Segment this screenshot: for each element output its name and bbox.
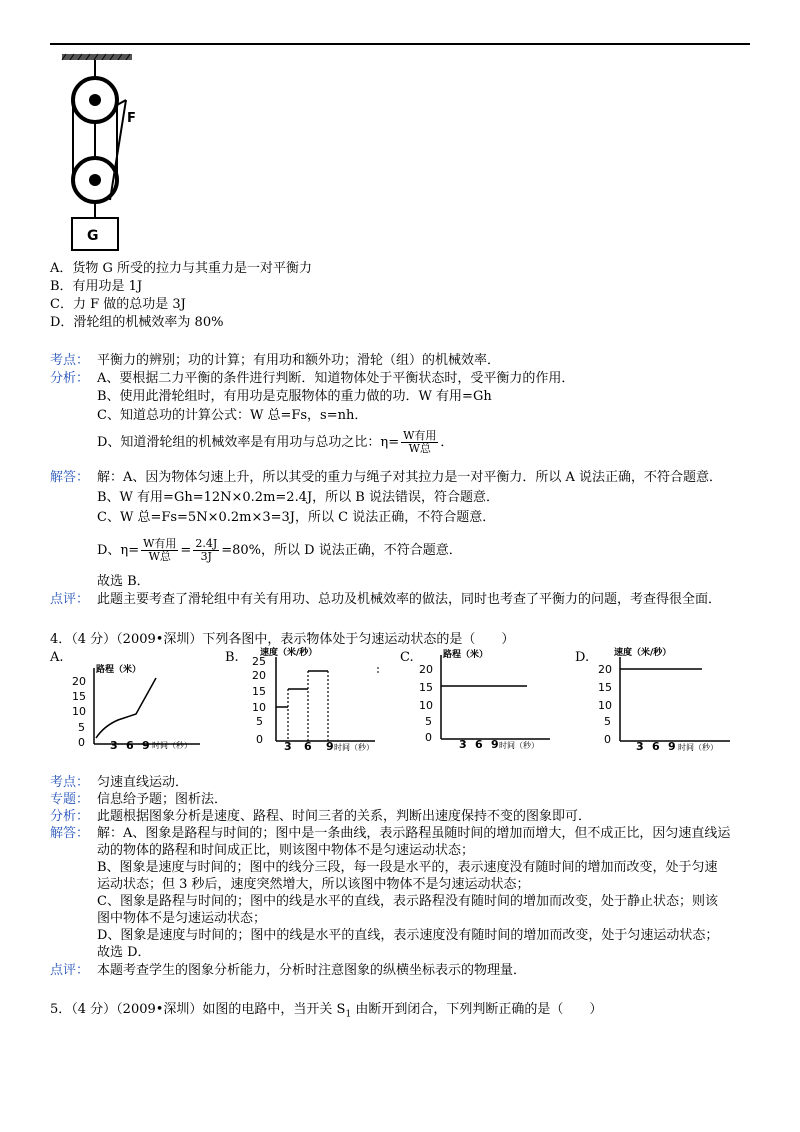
graph-b	[240, 645, 390, 755]
svg-text:0: 0	[425, 731, 432, 744]
q3-option-b: B．有用功是 1J	[50, 279, 143, 294]
svg-text:3: 3	[636, 740, 644, 753]
svg-text:时间（秒）: 时间（秒）	[152, 741, 192, 750]
q3-dianping-text: 此题主要考查了滑轮组中有关有用功、总功及机械效率的做法，同时也考查了平衡力的问题，考查得很全面．	[97, 592, 722, 607]
efficiency-fraction: $\frac{\text{W有用}}{\text{W总}}$	[403, 429, 437, 455]
svg-text:9: 9	[142, 739, 150, 752]
graph-a	[60, 662, 210, 754]
graph-d	[590, 645, 740, 755]
svg-text:速度（米/秒）: 速度（米/秒）	[614, 648, 672, 658]
svg-text:20: 20	[72, 675, 86, 688]
svg-text:25: 25	[252, 655, 266, 668]
q4-kaodian-text: 匀速直线运动．	[97, 775, 189, 790]
q3-kaodian-text: 平衡力的辨别；功的计算；有用功和额外功；滑轮（组）的机械效率．	[97, 353, 501, 368]
q3-option-d: D．滑轮组的机械效率为 80%	[50, 315, 224, 330]
q3-option-a: A．货物 G 所受的拉力与其重力是一对平衡力	[50, 261, 313, 276]
svg-text:时间（秒）: 时间（秒）	[499, 741, 539, 750]
q3-fenxi-label: 分析：	[50, 371, 90, 386]
svg-text:3: 3	[459, 738, 467, 751]
q4-stem: 4．（4 分）（2009•深圳）下列各图中，表示物体处于匀速运动状态的是（ ）	[50, 632, 515, 647]
pulley-system-figure	[60, 50, 140, 255]
graph-a-letter: A.	[50, 650, 64, 665]
q4-jieda-line: C、图象是路程与时间的；图中的线是水平的直线，表示路程没有随时间的增加而改变，处于静止状态；则该	[97, 894, 718, 909]
svg-text:15: 15	[252, 685, 266, 698]
q4-jieda-line: D、图象是速度与时间的；图中的线是水平的直线，表示速度没有随时间的增加而改变，处于匀速运动状态；	[97, 928, 719, 943]
svg-text:6: 6	[126, 739, 134, 752]
svg-text:15: 15	[419, 681, 433, 694]
q3-kaodian-label: 考点：	[50, 353, 90, 368]
svg-text:5: 5	[78, 721, 85, 734]
svg-text:9: 9	[491, 738, 499, 751]
q4-kaodian-label: 考点：	[50, 775, 90, 790]
q4-fenxi-text: 此题根据图象分析是速度、路程、时间三者的关系，判断出速度保持不变的图象即可．	[97, 809, 592, 824]
page-top-rule	[50, 43, 750, 45]
force-f-label: F	[127, 111, 136, 126]
q3-fenxi-line: B、使用此滑轮组时，有用功是克服物体的重力做的功．W 有用=Gh	[97, 389, 492, 404]
svg-text:时间（秒）: 时间（秒）	[334, 743, 374, 752]
q3-option-c: C．力 F 做的总功是 3J	[50, 297, 186, 312]
graph-d-letter: D.	[575, 650, 590, 665]
svg-text:0: 0	[78, 736, 85, 749]
svg-text:10: 10	[72, 705, 86, 718]
q4-jieda-line: 解：A、图象是路程与时间的；图中是一条曲线，表示路程虽随时间的增加而增大，但不成正比，因匀速直线运	[97, 826, 731, 841]
graph-c-letter: C.	[400, 650, 414, 665]
q3-fenxi-line: A、要根据二力平衡的条件进行判断．知道物体处于平衡状态时，受平衡力的作用．	[97, 371, 575, 386]
q3-jieda-line-efficiency: D、η= $\frac{\text{W有用}}{\text{W总}}$ = $\frac{2.4J}{3J}$ =80%，所以 D 说法正确，不符合题意．	[97, 537, 462, 563]
svg-text:15: 15	[598, 681, 612, 694]
graph-b-letter: B.	[225, 650, 239, 665]
svg-text:路程（米）: 路程（米）	[96, 665, 142, 675]
svg-text:15: 15	[72, 690, 86, 703]
svg-text:5: 5	[425, 715, 432, 728]
svg-text:速度（米/秒）: 速度（米/秒）	[260, 648, 318, 658]
svg-text:6: 6	[304, 740, 312, 753]
q4-zhuanti-label: 专题：	[50, 792, 90, 807]
svg-text:6: 6	[475, 738, 483, 751]
svg-text:5: 5	[604, 715, 611, 728]
svg-text:6: 6	[652, 740, 660, 753]
q4-dianping-text: 本题考查学生的图象分析能力，分析时注意图象的纵横坐标表示的物理量．	[97, 963, 527, 978]
svg-text:10: 10	[419, 699, 433, 712]
q3-jieda-line: 故选 B．	[97, 574, 150, 589]
svg-text:10: 10	[598, 699, 612, 712]
svg-text:时间（秒）: 时间（秒）	[678, 743, 718, 752]
q4-jieda-line: 故选 D．	[97, 945, 151, 960]
q4-fenxi-label: 分析：	[50, 809, 90, 824]
q3-jieda-line: 解：A、因为物体匀速上升，所以其受的重力与绳子对其拉力是一对平衡力．所以 A 说法正确，不符合题意．	[97, 470, 723, 485]
svg-text:9: 9	[326, 740, 334, 753]
q4-zhuanti-text: 信息给予题；图析法．	[97, 792, 228, 807]
q3-fenxi-line-efficiency: D、知道滑轮组的机械效率是有用功与总功之比：η= $\frac{\text{W有用}}{\text{W总}}$ ．	[97, 429, 454, 455]
svg-text:20: 20	[598, 663, 612, 676]
svg-text:20: 20	[252, 669, 266, 682]
q4-jieda-line: 运动状态；但 3 秒后，速度突然增大，所以该图中物体不是匀速运动状态；	[97, 877, 530, 892]
q3-fenxi-line: C、知道总功的计算公式：W 总=Fs，s=nh．	[97, 408, 368, 423]
svg-text:20: 20	[419, 663, 433, 676]
q4-dianping-label: 点评：	[50, 963, 90, 978]
q3-jieda-line: C、W 总=Fs=5N×0.2m×3=3J，所以 C 说法正确，不符合题意．	[97, 510, 496, 525]
q4-jieda-line: B、图象是速度与时间的；图中的线分三段，每一段是水平的，表示速度没有随时间的增加而改变，处于匀速	[97, 860, 718, 875]
graph-c	[415, 645, 565, 755]
q3-dianping-label: 点评：	[50, 592, 90, 607]
svg-text:3: 3	[284, 740, 292, 753]
svg-text:3: 3	[110, 739, 118, 752]
svg-text:路程（米）: 路程（米）	[443, 650, 489, 660]
q5-stem: 5．（4 分）（2009•深圳）如图的电路中，当开关 $S_1$ 由断开到闭合，下列判断正确的是（ ）	[50, 1002, 603, 1020]
q4-jieda-line: 图中物体不是匀速运动状态；	[97, 911, 267, 926]
svg-text:9: 9	[668, 740, 676, 753]
q4-jieda-label: 解答：	[50, 826, 90, 841]
svg-text:0: 0	[604, 733, 611, 746]
q3-jieda-line: B、W 有用=Gh=12N×0.2m=2.4J，所以 B 说法错误，符合题意．	[97, 490, 499, 505]
svg-text:10: 10	[252, 701, 266, 714]
q4-jieda-line: 动的物体的路程和时间成正比，则该图中物体不是匀速运动状态；	[97, 843, 475, 858]
svg-text:0: 0	[256, 733, 263, 746]
weight-g-label: G	[87, 228, 99, 244]
q3-jieda-label: 解答：	[50, 470, 90, 485]
svg-text:5: 5	[256, 715, 263, 728]
